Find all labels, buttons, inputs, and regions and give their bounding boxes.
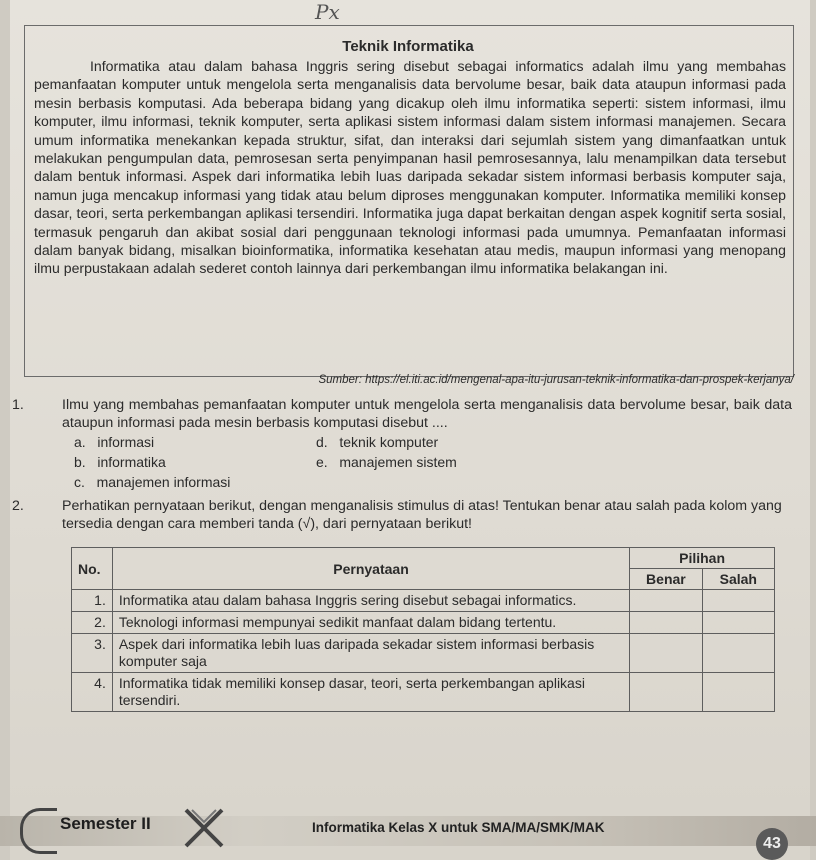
header-false: Salah <box>702 569 774 590</box>
option-d[interactable] <box>316 434 438 450</box>
option-e[interactable] <box>316 454 457 470</box>
row-statement: Teknologi informasi mempunyai sedikit manfaat dalam bidang tertentu. <box>112 612 629 634</box>
question-text: Ilmu yang membahas pemanfaatan komputer untuk mengelola serta menganalisis data bervolume besar, baik data ataupun informasi pada mesin berbasis komputasi disebut .... <box>62 397 792 431</box>
article-body: Informatika atau dalam bahasa Inggris sering disebut sebagai informatics adalah ilmu yang membahas pemanfaatan komputer untuk mengelola serta menganalisis data bervolume besar, baik data ataupun informasi pada mesin berbasis komputasi. Ada beberapa bidang yang dicakup oleh ilmu informatika seperti: sistem informasi, ilmu komputer, ilmu informasi, teknik komputer, serta aplikasi sistem informasi dalam sistem informasi manajemen. Secara umum informatika menekankan kepada struktur, sifat, dan interaksi dari sejumlah sistem yang dimanfaatkan untuk melakukan pengumpulan data, pemrosesan serta penyimpanan hasil pemrosesannya, lalu menampilkan data tersebut dalam bentuk informasi. Aspek dari informatika lebih luas daripada sekadar sistem informasi berbasis komputer saja, namun juga mencakup informasi yang tidak atau belum diproses menggunakan komputer. Informatika memiliki konsep dasar, teori, serta perkembangan aplikasi tersendiri. Informatika juga dapat berkaitan dengan aspek kognitif serta sosial, termasuk pengaruh dan akibat sosial dari penggunaan teknologi informasi pada umumnya. Pemanfaatan informasi dalam banyak bidang, misalkan bioinformatika, informatika kesehatan atau medis, maupun informasi yang menopang ilmu perpustakaan adalah sederet contoh lainnya dari perkembangan ilmu informatika belakangan ini. <box>34 58 786 277</box>
true-checkbox-cell[interactable] <box>630 634 702 673</box>
true-checkbox-cell[interactable] <box>630 590 702 612</box>
row-statement: Informatika atau dalam bahasa Inggris sering disebut sebagai informatics. <box>112 590 629 612</box>
option-a[interactable] <box>74 434 154 450</box>
option-letter: c. <box>74 474 85 490</box>
question-number: 1. <box>12 397 24 413</box>
question-1 <box>12 396 792 432</box>
table-row <box>72 612 775 634</box>
question-text: Perhatikan pernyataan berikut, dengan menganalisis stimulus di atas! Tentukan benar atau salah pada kolom yang tersedia dengan cara memberi tanda (√), dari pernyataan berikut! <box>62 498 782 532</box>
header-no: No. <box>72 548 113 590</box>
table-row <box>72 673 775 712</box>
option-text: informatika <box>97 454 166 470</box>
page-number: 43 <box>756 828 788 860</box>
row-number: 4. <box>72 673 113 712</box>
true-checkbox-cell[interactable] <box>630 673 702 712</box>
table-row <box>72 634 775 673</box>
header-true: Benar <box>630 569 702 590</box>
true-checkbox-cell[interactable] <box>630 612 702 634</box>
option-text: manajemen informasi <box>96 474 231 490</box>
handwritten-mark: Px <box>315 0 340 24</box>
option-text: manajemen sistem <box>339 454 457 470</box>
question-number: 2. <box>12 498 24 514</box>
row-number: 3. <box>72 634 113 673</box>
page-footer <box>0 798 816 860</box>
cross-ornament-icon <box>182 806 226 850</box>
row-number: 2. <box>72 612 113 634</box>
false-checkbox-cell[interactable] <box>702 673 774 712</box>
option-b[interactable] <box>74 454 166 470</box>
header-statement: Pernyataan <box>112 548 629 590</box>
option-letter: a. <box>74 434 86 450</box>
semester-label: Semester II <box>60 814 151 833</box>
option-c[interactable] <box>74 474 230 490</box>
question-2 <box>12 497 792 533</box>
row-statement: Informatika tidak memiliki konsep dasar, teori, serta perkembangan aplikasi tersendiri. <box>112 673 629 712</box>
book-title: Informatika Kelas X untuk SMA/MA/SMK/MAK <box>312 820 605 835</box>
option-text: teknik komputer <box>339 434 439 450</box>
article-title: Teknik Informatika <box>342 38 474 55</box>
option-letter: e. <box>316 454 328 470</box>
header-choice: Pilihan <box>630 548 775 569</box>
row-statement: Aspek dari informatika lebih luas daripada sekadar sistem informasi berbasis komputer saja <box>112 634 629 673</box>
false-checkbox-cell[interactable] <box>702 612 774 634</box>
option-text: informasi <box>97 434 155 450</box>
row-number: 1. <box>72 590 113 612</box>
table-row <box>72 590 775 612</box>
bracket-ornament-icon <box>20 808 57 854</box>
article-source: Sumber: https://el.iti.ac.id/mengenal-apa-itu-jurusan-teknik-informatika-dan-prospek-kerjanya/ <box>318 374 794 386</box>
option-letter: d. <box>316 434 328 450</box>
statement-table <box>71 547 775 712</box>
false-checkbox-cell[interactable] <box>702 590 774 612</box>
false-checkbox-cell[interactable] <box>702 634 774 673</box>
option-letter: b. <box>74 454 86 470</box>
